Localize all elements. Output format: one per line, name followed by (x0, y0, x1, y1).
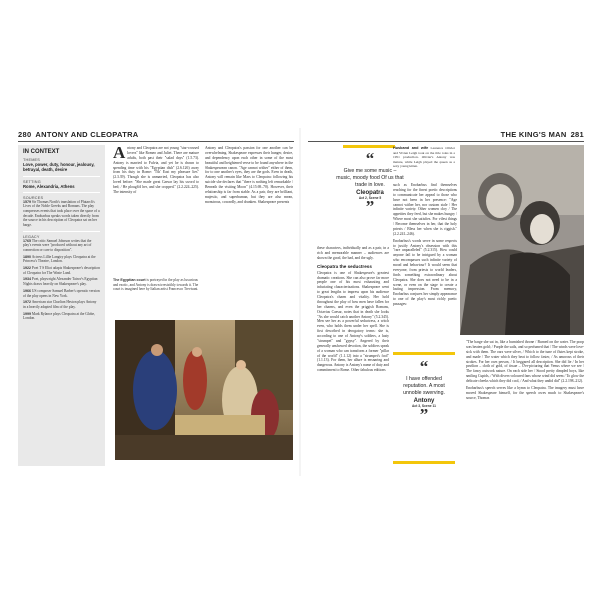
quote-source: Act 3, Scene 11 (411, 404, 436, 409)
body-text: Antony and Cleopatra's passion for one another can be overwhelming. Shakespeare expresses their hunger, desire, and dependency upon each other in some of the most beautiful and heightened verse to be found anywhere in the Shakespearean canon. "Age cannot wither" either of them, for to one another's eyes, they are the gods. Even in death, Antony will remain like Mars to Cleopatra: following his suicide she declares that "there is nothing left remarkable / Beneath the visiting Moon" (4.15.69–70). However, their relationship is far from stable. As a pair, they are brilliant, majestic, and superhuman, but they are also mean, monstrous, cowardly, and drunken. Shakespeare presents (205, 146, 293, 204)
body-column-4 (393, 183, 457, 307)
themes-value: Love, power, duty, honour, jealousy, betrayal, death, desire (23, 162, 95, 173)
body-text: Cleopatra is one of Shakespeare's greatest dramatic creations. She can also prove far more people one of his most exhausting and infuriating characterizations. Shakespeare went to great lengths to impress upon his audience Cleopatra's charm and vitality. Her hold throughout the play of how men have fallen for her charms, and even the priggish Romans, Octavius Caesar, notes that in death she looks "As she would catch another Antony" (5.2.345). Men see her as a powerful seductress, a witch even, who holds them under her spell. She is first described in derogatory terms: she is, according to one of Antony's soldiers, a lusty "strumpet" and "gypsy". Angered by their generally unshowed devotion, the soldiers speak of a woman who can transform a former "pillar of the world" (1.1.12) into a "strumpet's fool" (1.1.13). For them, her allure is ensnaring and dangerous. Antony is Antony's name of duty and commitment to Rome. Other fabulous editions (317, 270, 389, 373)
right-page-header (501, 128, 584, 140)
left-page-header (18, 128, 139, 140)
legacy-text: Actress Lillie Langtry plays Cleopatra at the Princess's Theatre, London. (23, 254, 96, 264)
quote-text: I have offended reputation. A most unnoble swerving. (403, 376, 445, 396)
legacy-text: Mark Rylance plays Cleopatra at the Globe, London. (23, 311, 95, 321)
legacy-year: 1922 (23, 266, 31, 271)
legacy-year: 1972 (23, 300, 31, 305)
source-text: Sir Thomas North's translation of Plutarch's Lives of the Noble Greeks and Romans. The play compresses events that took place over the space of a decade. Enobarbus speaks words taken directly from the source in his description of Cleopatra sat on her barge. (23, 199, 100, 228)
left-page-title: ANTONY AND CLEOPATRA (35, 129, 139, 139)
book-spread (18, 128, 584, 476)
legacy-entry (23, 277, 100, 286)
pull-quote-antony (396, 357, 452, 425)
legacy-entry (23, 266, 100, 275)
section-subhead: Cleopatra the seductress (317, 263, 372, 269)
quote-speaker: Cleopatra (356, 190, 384, 197)
setting-value: Rome, Alexandria, Athens (23, 183, 75, 189)
gutter (299, 128, 301, 476)
painting-caption (113, 278, 199, 292)
quote-accent-bar (343, 145, 395, 148)
divider (23, 176, 100, 177)
themes-label: THEMES (23, 158, 41, 162)
legacy-entry (23, 312, 100, 321)
olivier-leigh-photo (460, 145, 584, 335)
left-page-number: 280 (18, 129, 32, 139)
body-text: "The barge she sat in, like a burnished throne / Burned on the water. The poop was beaten gold; / Purple the sails, and so perfumed that / The winds were love-sick with them. The oars were silver, / Which to the tune of flutes kept stroke, and made / The water which they beat to follow faster, / As amorous of their strokes. For her own person, / It beggared all description. She did lie / In her pavilion – cloth of gold, of tissue – O'er-picturing that Venus where we see / The fancy outwork nature. On each side her / Stood pretty dimpled boys, like smiling Cupids, / With divers-coloured fans whose wind did seem / To glow the delicate cheeks which they did cool, / And what they undid did" (2.2.198–212). (466, 340, 584, 383)
painting-image (115, 320, 293, 460)
drop-cap: A (113, 143, 126, 162)
quote-text: Give me some music – music, moody food Of us that trade in love. (336, 168, 404, 188)
legacy-year: 1999 (23, 311, 31, 316)
open-quote-icon: “ (365, 149, 375, 168)
body-column-3 (317, 246, 389, 373)
legacy-entry (23, 300, 100, 309)
in-context-box (18, 145, 105, 466)
divider (23, 231, 100, 232)
legacy-text: The critic Samuel Johnson writes that the play's events were "produced without any art of connection or care to disposition". (23, 238, 92, 253)
source-year: 1579 (23, 199, 31, 204)
legacy-text: US composer Samuel Barber's operatic version of the play opens in New York. (23, 288, 100, 298)
legacy-year: 1765 (23, 238, 31, 243)
right-page-number: 281 (570, 129, 584, 139)
legacy-year: 1934 (23, 277, 31, 282)
context-heading: IN CONTEXT (23, 149, 60, 155)
divider (23, 192, 100, 193)
caption-text: is portrayed in the play as luxurious and exotic, and Antony is drawn irresistibly towards it. The court is imagined here by Italian artist Francesco Trevisani. (113, 278, 199, 292)
legacy-label: LEGACY (23, 234, 40, 239)
setting-label: SETTING (23, 179, 41, 184)
right-header-rule (308, 141, 584, 142)
legacy-text: Poet T S Eliot adapts Shakespeare's description of Cleopatra for The Waste Land. (23, 266, 100, 275)
caption-text: Laurence Olivier and Vivien Leigh took on the title roles in a 1951 production. Olivier's Antony was mature, while Leigh played the queen as a sexy young kitten. (393, 146, 455, 169)
quote-accent-bar (393, 461, 455, 464)
body-text: ntony and Cleopatra are not young "star-crossed lovers" like Romeo and Juliet. There are mature adults, both past their "salad days" (1.5.73). Antony is married to Fulvia, and yet he is drawn to spending time with his "Egyptian dish" (2.6.126) away from his duty in Rome: "I'th' East my pleasure lies" (2.3.39). Though she is unmarried, Cleopatra has also loved before: "She made great Caesar lay his sword to bed; / He plough'd her, and she cropped." (2.2.224–225). The intensity of (113, 146, 199, 194)
legacy-entry (23, 239, 100, 253)
right-page-title: THE KING'S MAN (500, 129, 567, 139)
body-text: these characters, individually and as a pair, in a rich and memorable manner – audiences are shown the good, the bad, and the ugly. (317, 246, 389, 260)
source-entry (23, 200, 100, 228)
quote-speaker: Antony (413, 398, 435, 405)
legacy-text: American star Charlton Heston plays Antony in a heavily adapted film of the play. (23, 300, 97, 309)
quote-accent-bar (393, 352, 455, 355)
egyptian-court-painting (115, 320, 293, 460)
close-quote-icon: ” (419, 405, 429, 425)
caption-title: Husband and wife (393, 146, 429, 150)
legacy-year: 1966 (23, 288, 31, 293)
close-quote-icon: ” (365, 197, 375, 217)
body-column-1 (113, 143, 199, 195)
legacy-text: Poet, playwright Alexander Tairov's Egyptian Nights draws heavily on Shakespeare's play. (23, 277, 98, 287)
quote-source: Act 2, Scene 5 (358, 196, 382, 201)
body-column-2 (205, 146, 293, 205)
photo-caption (393, 146, 455, 169)
body-column-5 (466, 340, 584, 401)
sources-label: SOURCES (23, 195, 44, 200)
caption-title: The Egyptian court (113, 278, 146, 282)
legacy-entry (23, 289, 100, 298)
legacy-year: 1890 (23, 254, 31, 259)
legacy-entry (23, 255, 100, 264)
body-text: such as Enobarbus find themselves reaching for the finest poetic descriptions to communicate her appeal to those who have not been in her presence: "Age cannot wither her, nor custom stale / Her infinite variety. Other women cloy / The appetites they feed, but she makes hungry / Where most she satisfies. For vilest things / Become themselves in her, that the holy priests / Bless her when she is riggish." (2.2.241–246). (393, 183, 457, 236)
left-header-rule (18, 141, 294, 142)
photo-image (460, 145, 584, 335)
body-text: Enobarbus's speech serves like a hymn to Cleopatra. The imagery must have moved Shakespeare himself, for the speech owes much to Shakespeare's source, Thomas (466, 385, 584, 400)
open-quote-icon: “ (419, 357, 429, 376)
body-text: Enobarbus's words serve in some respects to justify Antony's obsession with this "rare unparalleled" (5.2.315). How could anyone fail to be intrigued by a woman who encompasses such infinite variety of mood and behaviour? It would seem that everyone, from priests to world leaders, finds something extraordinary about Cleopatra. She does not need to be in a scene, or even on the stage to create a lasting impression. From memory, Enobarbus conjures her simply appearance to one of the play's most richly poetic passages: (393, 238, 457, 306)
